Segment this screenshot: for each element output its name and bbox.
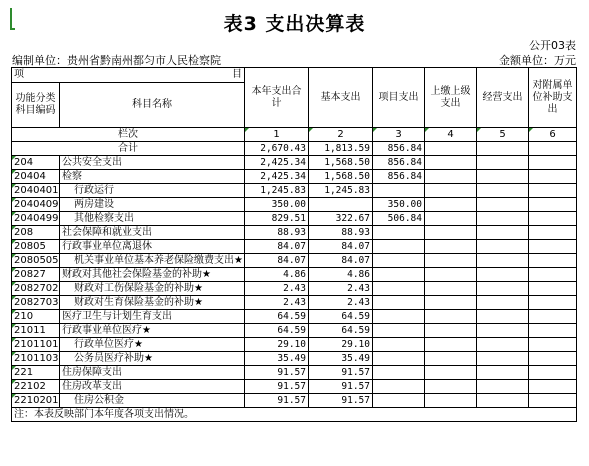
table-row (12, 296, 577, 310)
basic-cell: 4.86 (309, 268, 373, 282)
basic-cell: 64.59 (309, 324, 373, 338)
business-cell (477, 324, 529, 338)
total-cell: 84.07 (245, 254, 309, 268)
upper-cell (425, 184, 477, 198)
subsidiary-cell (529, 198, 577, 212)
basic-cell: 2.43 (309, 282, 373, 296)
total-cell: 4.86 (245, 268, 309, 282)
col-num-2: 2 (309, 128, 373, 142)
code-cell: 221 (12, 366, 60, 380)
total-cell: 829.51 (245, 212, 309, 226)
total-business (477, 142, 529, 156)
table-row (12, 338, 577, 352)
subsidiary-cell (529, 170, 577, 184)
name-cell: 行政事业单位离退休 (60, 240, 245, 254)
upper-cell (425, 240, 477, 254)
total-cell: 1,245.83 (245, 184, 309, 198)
name-cell: 行政事业单位医疗★ (60, 324, 245, 338)
upper-cell (425, 226, 477, 240)
upper-cell (425, 212, 477, 226)
total-basic: 1,813.59 (309, 142, 373, 156)
compiling-unit: 编制单位：贵州省黔南州都匀市人民检察院 (12, 54, 221, 67)
total-cell: 84.07 (245, 240, 309, 254)
table-row (12, 184, 577, 198)
subsidiary-cell (529, 212, 577, 226)
total-cell: 29.10 (245, 338, 309, 352)
basic-cell: 2.43 (309, 296, 373, 310)
business-cell (477, 240, 529, 254)
header-upper: 上缴上级支出 (425, 68, 477, 128)
total-cell: 64.59 (245, 324, 309, 338)
business-cell (477, 310, 529, 324)
code-cell: 2210201 (12, 394, 60, 408)
table-row (12, 254, 577, 268)
project-cell: 856.84 (373, 170, 425, 184)
name-cell: 住房改革支出 (60, 380, 245, 394)
note-row (12, 408, 577, 422)
col-num-3: 3 (373, 128, 425, 142)
subsidiary-cell (529, 352, 577, 366)
business-cell (477, 394, 529, 408)
form-code: 公开03表 (529, 39, 576, 52)
name-cell: 公务员医疗补助★ (60, 352, 245, 366)
business-cell (477, 352, 529, 366)
table-row (12, 366, 577, 380)
name-cell: 住房保障支出 (60, 366, 245, 380)
subsidiary-cell (529, 184, 577, 198)
col-num-4: 4 (425, 128, 477, 142)
project-cell: 350.00 (373, 198, 425, 212)
subsidiary-cell (529, 156, 577, 170)
basic-cell: 88.93 (309, 226, 373, 240)
table-row (12, 198, 577, 212)
total-cell: 91.57 (245, 394, 309, 408)
upper-cell (425, 268, 477, 282)
business-cell (477, 170, 529, 184)
business-cell (477, 226, 529, 240)
total-cell: 2,425.34 (245, 156, 309, 170)
name-cell: 行政单位医疗★ (60, 338, 245, 352)
code-cell: 2082702 (12, 282, 60, 296)
subsidiary-cell (529, 254, 577, 268)
basic-cell: 1,568.50 (309, 156, 373, 170)
subsidiary-cell (529, 366, 577, 380)
project-cell (373, 296, 425, 310)
basic-cell: 35.49 (309, 352, 373, 366)
subsidiary-cell (529, 324, 577, 338)
subsidiary-cell (529, 296, 577, 310)
subsidiary-cell (529, 282, 577, 296)
header-lanci: 栏次 (12, 128, 245, 142)
header-mu: 目 (232, 69, 242, 80)
code-cell: 20827 (12, 268, 60, 282)
business-cell (477, 296, 529, 310)
upper-cell (425, 394, 477, 408)
table-row (12, 268, 577, 282)
code-cell: 20404 (12, 170, 60, 184)
subsidiary-cell (529, 268, 577, 282)
table-row (12, 394, 577, 408)
total-cell: 91.57 (245, 380, 309, 394)
total-cell: 2.43 (245, 296, 309, 310)
total-upper (425, 142, 477, 156)
table-row (12, 310, 577, 324)
code-cell: 204 (12, 156, 60, 170)
table-row (12, 324, 577, 338)
name-cell: 机关事业单位基本养老保险缴费支出★ (60, 254, 245, 268)
table-row (12, 380, 577, 394)
total-label: 合计 (12, 142, 245, 156)
header-item-name: 科目名称 (60, 83, 245, 128)
subsidiary-cell (529, 394, 577, 408)
total-cell: 2,425.34 (245, 170, 309, 184)
subsidiary-cell (529, 240, 577, 254)
subsidiary-cell (529, 226, 577, 240)
subsidiary-cell (529, 310, 577, 324)
code-cell: 21011 (12, 324, 60, 338)
table-row (12, 240, 577, 254)
code-cell: 20805 (12, 240, 60, 254)
business-cell (477, 366, 529, 380)
upper-cell (425, 324, 477, 338)
basic-cell: 84.07 (309, 254, 373, 268)
business-cell (477, 380, 529, 394)
project-cell (373, 366, 425, 380)
project-cell (373, 254, 425, 268)
code-cell: 2101103 (12, 352, 60, 366)
col-num-1: 1 (245, 128, 309, 142)
header-row-xiangmu (12, 68, 577, 83)
basic-cell: 1,245.83 (309, 184, 373, 198)
upper-cell (425, 156, 477, 170)
table-row (12, 156, 577, 170)
total-row (12, 142, 577, 156)
business-cell (477, 254, 529, 268)
name-cell: 住房公积金 (60, 394, 245, 408)
business-cell (477, 268, 529, 282)
code-cell: 22102 (12, 380, 60, 394)
project-cell: 506.84 (373, 212, 425, 226)
project-cell (373, 310, 425, 324)
upper-cell (425, 254, 477, 268)
expenditure-table (11, 67, 577, 422)
project-cell (373, 394, 425, 408)
name-cell: 公共安全支出 (60, 156, 245, 170)
upper-cell (425, 380, 477, 394)
code-cell: 2040499 (12, 212, 60, 226)
name-cell: 两房建设 (60, 198, 245, 212)
upper-cell (425, 198, 477, 212)
name-cell: 行政运行 (60, 184, 245, 198)
table-row (12, 226, 577, 240)
project-cell (373, 268, 425, 282)
table-note: 注：本表反映部门本年度各项支出情况。 (12, 408, 577, 422)
business-cell (477, 198, 529, 212)
project-cell (373, 184, 425, 198)
header-func-code: 功能分类科目编码 (12, 83, 60, 128)
project-cell (373, 352, 425, 366)
upper-cell (425, 366, 477, 380)
project-cell (373, 338, 425, 352)
basic-cell: 91.57 (309, 366, 373, 380)
business-cell (477, 282, 529, 296)
name-cell: 财政对其他社会保险基金的补助★ (60, 268, 245, 282)
header-row-lanci (12, 128, 577, 142)
project-cell (373, 282, 425, 296)
total-cell: 35.49 (245, 352, 309, 366)
basic-cell: 1,568.50 (309, 170, 373, 184)
business-cell (477, 338, 529, 352)
name-cell: 财政对生育保险基金的补助★ (60, 296, 245, 310)
table-row (12, 352, 577, 366)
business-cell (477, 212, 529, 226)
page-title: 表3 支出决算表 (223, 13, 366, 35)
total-cell: 91.57 (245, 366, 309, 380)
header-xiang: 项 (14, 69, 24, 80)
table-row (12, 282, 577, 296)
basic-cell (309, 198, 373, 212)
name-cell: 检察 (60, 170, 245, 184)
basic-cell: 322.67 (309, 212, 373, 226)
header-basic: 基本支出 (309, 68, 373, 128)
business-cell (477, 184, 529, 198)
basic-cell: 84.07 (309, 240, 373, 254)
total-amount: 2,670.43 (245, 142, 309, 156)
subsidiary-cell (529, 338, 577, 352)
project-cell (373, 380, 425, 394)
table-row (12, 170, 577, 184)
code-cell: 2082703 (12, 296, 60, 310)
col-num-5: 5 (477, 128, 529, 142)
upper-cell (425, 310, 477, 324)
header-xiang-mu (12, 68, 245, 83)
header-subsidiary: 对附属单位补助支出 (529, 68, 577, 128)
project-cell (373, 324, 425, 338)
total-cell: 350.00 (245, 198, 309, 212)
code-cell: 2040401 (12, 184, 60, 198)
project-cell (373, 226, 425, 240)
basic-cell: 64.59 (309, 310, 373, 324)
subsidiary-cell (529, 380, 577, 394)
name-cell: 财政对工伤保险基金的补助★ (60, 282, 245, 296)
code-cell: 2040409 (12, 198, 60, 212)
basic-cell: 29.10 (309, 338, 373, 352)
col-num-6: 6 (529, 128, 577, 142)
total-project: 856.84 (373, 142, 425, 156)
table-row (12, 212, 577, 226)
money-unit: 金额单位：万元 (499, 54, 576, 67)
header-total: 本年支出合计 (245, 68, 309, 128)
upper-cell (425, 296, 477, 310)
header-project: 项目支出 (373, 68, 425, 128)
upper-cell (425, 282, 477, 296)
total-cell: 88.93 (245, 226, 309, 240)
name-cell: 社会保障和就业支出 (60, 226, 245, 240)
basic-cell: 91.57 (309, 380, 373, 394)
total-cell: 64.59 (245, 310, 309, 324)
basic-cell: 91.57 (309, 394, 373, 408)
header-business: 经营支出 (477, 68, 529, 128)
name-cell: 其他检察支出 (60, 212, 245, 226)
project-cell (373, 240, 425, 254)
code-cell: 208 (12, 226, 60, 240)
code-cell: 210 (12, 310, 60, 324)
name-cell: 医疗卫生与计划生育支出 (60, 310, 245, 324)
project-cell: 856.84 (373, 156, 425, 170)
upper-cell (425, 338, 477, 352)
business-cell (477, 156, 529, 170)
upper-cell (425, 170, 477, 184)
total-subsidiary (529, 142, 577, 156)
upper-cell (425, 352, 477, 366)
total-cell: 2.43 (245, 282, 309, 296)
code-cell: 2101101 (12, 338, 60, 352)
code-cell: 2080505 (12, 254, 60, 268)
